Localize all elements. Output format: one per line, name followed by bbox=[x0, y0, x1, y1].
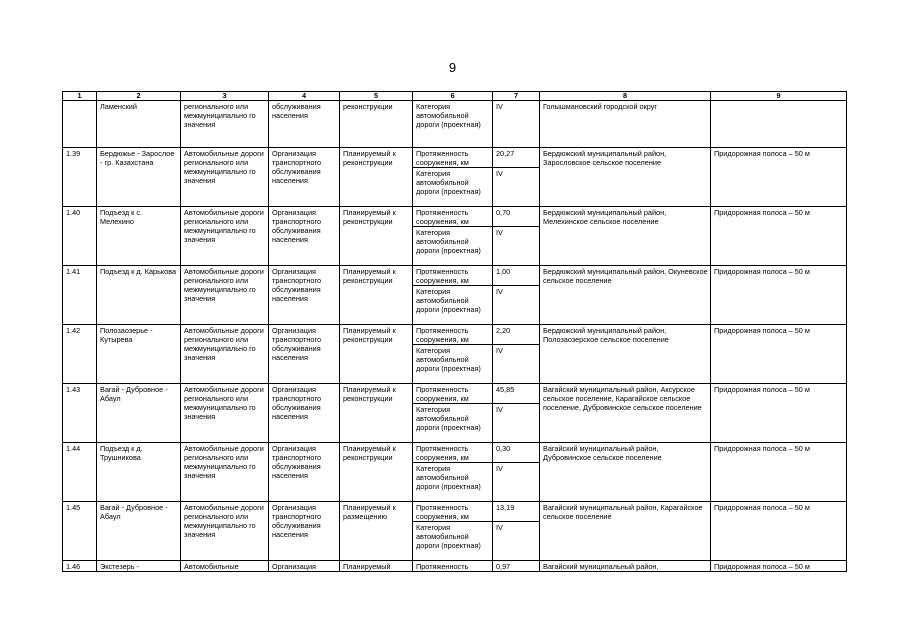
planning-table bbox=[62, 91, 847, 572]
row-number: 1.42 bbox=[63, 325, 97, 384]
value-category: IV bbox=[493, 168, 540, 207]
object-name: Полозаозерье - Кутырева bbox=[97, 325, 181, 384]
object-zone: Придорожная полоса – 50 м bbox=[711, 325, 847, 384]
param-length: Протяженность сооружения, км bbox=[413, 266, 493, 286]
object-name: Подъезд к д. Трушникова bbox=[97, 443, 181, 502]
param-length: Протяженность сооружения, км bbox=[413, 384, 493, 404]
header-col-6: 6 bbox=[413, 92, 493, 101]
cont-name: Ламенский bbox=[97, 101, 181, 148]
param-category: Категория автомобильной дороги (проектная) bbox=[413, 168, 493, 207]
param-category: Категория автомобильной дороги (проектная) bbox=[413, 522, 493, 561]
value-category: IV bbox=[493, 522, 540, 561]
object-type: Автомобильные дороги регионального или межмуниципально го значения bbox=[181, 266, 269, 325]
header-col-7: 7 bbox=[493, 92, 540, 101]
param-length: Протяженность сооружения, км bbox=[413, 325, 493, 345]
object-zone: Придорожная полоса – 50 м bbox=[711, 384, 847, 443]
param-length: Протяженность сооружения, км bbox=[413, 443, 493, 463]
object-purpose: Организация транспортного обслуживания населения bbox=[269, 148, 340, 207]
object-type: Автомобильные дороги регионального или межмуниципально го значения bbox=[181, 443, 269, 502]
header-col-2: 2 bbox=[97, 92, 181, 101]
header-col-3: 3 bbox=[181, 92, 269, 101]
object-type: Автомобильные дороги регионального или межмуниципально го значения bbox=[181, 207, 269, 266]
object-name: Подъезд к с. Мелехино bbox=[97, 207, 181, 266]
row-number: 1.39 bbox=[63, 148, 97, 207]
param-category: Категория автомобильной дороги (проектная) bbox=[413, 286, 493, 325]
row-number: 1.46 bbox=[63, 561, 97, 572]
header-col-8: 8 bbox=[540, 92, 711, 101]
value-category: IV bbox=[493, 404, 540, 443]
object-purpose: Организация транспортного обслуживания населения bbox=[269, 266, 340, 325]
header-col-1: 1 bbox=[63, 92, 97, 101]
value-length: 20,27 bbox=[493, 148, 540, 168]
object-location: Бердюжский муниципальный район, Мелехинское сельское поселение bbox=[540, 207, 711, 266]
object-location: Вагайский муниципальный район, Карагайское сельское поселение bbox=[540, 502, 711, 561]
param-length: Протяженность bbox=[413, 561, 493, 572]
table-row bbox=[63, 443, 847, 463]
object-location: Вагайский муниципальный район, Дубровинское сельское поселение bbox=[540, 443, 711, 502]
header-col-5: 5 bbox=[340, 92, 413, 101]
object-zone: Придорожная полоса – 50 м bbox=[711, 443, 847, 502]
object-purpose: Организация транспортного обслуживания населения bbox=[269, 325, 340, 384]
table-row-partial bbox=[63, 561, 847, 572]
cont-location: Голышмановский городской округ bbox=[540, 101, 711, 148]
object-name: Экстезерь - bbox=[97, 561, 181, 572]
object-location: Вагайский муниципальный район, bbox=[540, 561, 711, 572]
param-category: Категория автомобильной дороги (проектная) bbox=[413, 345, 493, 384]
table-row bbox=[63, 207, 847, 227]
value-length: 45,85 bbox=[493, 384, 540, 404]
continuation-row bbox=[63, 101, 847, 148]
row-number: 1.44 bbox=[63, 443, 97, 502]
value-length: 1,00 bbox=[493, 266, 540, 286]
header-col-4: 4 bbox=[269, 92, 340, 101]
object-name: Вагай - Дубровное - Абаул bbox=[97, 502, 181, 561]
value-length: 0,70 bbox=[493, 207, 540, 227]
cont-status: реконструкции bbox=[340, 101, 413, 148]
object-type: Автомобильные bbox=[181, 561, 269, 572]
object-status: Планируемый к реконструкции bbox=[340, 384, 413, 443]
object-status: Планируемый к реконструкции bbox=[340, 325, 413, 384]
object-status: Планируемый к размещению bbox=[340, 502, 413, 561]
table-row bbox=[63, 148, 847, 168]
object-name: Подъезд к д. Карькова bbox=[97, 266, 181, 325]
object-zone: Придорожная полоса – 50 м bbox=[711, 502, 847, 561]
value-length: 2,20 bbox=[493, 325, 540, 345]
value-length: 13,19 bbox=[493, 502, 540, 522]
table-row bbox=[63, 384, 847, 404]
object-location: Бердюжский муниципальный район, Полозаозерское сельское поселение bbox=[540, 325, 711, 384]
cont-num bbox=[63, 101, 97, 148]
object-type: Автомобильные дороги регионального или межмуниципально го значения bbox=[181, 502, 269, 561]
cont-param: Категория автомобильной дороги (проектная) bbox=[413, 101, 493, 148]
object-type: Автомобильные дороги регионального или межмуниципально го значения bbox=[181, 384, 269, 443]
object-status: Планируемый к реконструкции bbox=[340, 266, 413, 325]
value-category: IV bbox=[493, 345, 540, 384]
value-category: IV bbox=[493, 463, 540, 502]
object-location: Бердюжский муниципальный район, Зарословское сельское поселение bbox=[540, 148, 711, 207]
header-col-9: 9 bbox=[711, 92, 847, 101]
object-name: Бердюжье - Зарослое - гр. Казахстана bbox=[97, 148, 181, 207]
row-number: 1.43 bbox=[63, 384, 97, 443]
value-length: 0,30 bbox=[493, 443, 540, 463]
cont-type: регионального или межмуниципально го значения bbox=[181, 101, 269, 148]
table-row bbox=[63, 266, 847, 286]
object-status: Планируемый к реконструкции bbox=[340, 207, 413, 266]
object-purpose: Организация транспортного обслуживания населения bbox=[269, 384, 340, 443]
value-category: IV bbox=[493, 227, 540, 266]
header-row bbox=[63, 92, 847, 101]
object-zone: Придорожная полоса – 50 м bbox=[711, 266, 847, 325]
object-purpose: Организация транспортного обслуживания населения bbox=[269, 443, 340, 502]
param-length: Протяженность сооружения, км bbox=[413, 148, 493, 168]
page-number: 9 bbox=[448, 60, 457, 75]
object-status: Планируемый bbox=[340, 561, 413, 572]
row-number: 1.41 bbox=[63, 266, 97, 325]
cont-value: IV bbox=[493, 101, 540, 148]
object-zone: Придорожная полоса – 50 м bbox=[711, 148, 847, 207]
object-status: Планируемый к реконструкции bbox=[340, 148, 413, 207]
param-length: Протяженность сооружения, км bbox=[413, 207, 493, 227]
object-status: Планируемый к реконструкции bbox=[340, 443, 413, 502]
param-length: Протяженность сооружения, км bbox=[413, 502, 493, 522]
value-category: IV bbox=[493, 286, 540, 325]
row-number: 1.40 bbox=[63, 207, 97, 266]
cont-purpose: обслуживания населения bbox=[269, 101, 340, 148]
table-row bbox=[63, 502, 847, 522]
row-number: 1.45 bbox=[63, 502, 97, 561]
object-purpose: Организация транспортного обслуживания населения bbox=[269, 502, 340, 561]
object-purpose: Организация транспортного обслуживания населения bbox=[269, 207, 340, 266]
value-length: 0,97 bbox=[493, 561, 540, 572]
object-zone: Придорожная полоса – 50 м bbox=[711, 561, 847, 572]
object-zone: Придорожная полоса – 50 м bbox=[711, 207, 847, 266]
param-category: Категория автомобильной дороги (проектная) bbox=[413, 404, 493, 443]
object-purpose: Организация bbox=[269, 561, 340, 572]
cont-zone bbox=[711, 101, 847, 148]
object-location: Бердюжский муниципальный район, Окуневское сельское поселение bbox=[540, 266, 711, 325]
object-type: Автомобильные дороги регионального или межмуниципально го значения bbox=[181, 325, 269, 384]
object-location: Вагайский муниципальный район, Аксурское сельское поселение, Карагайское сельское поселение, Дубровинское сельское поселение bbox=[540, 384, 711, 443]
param-category: Категория автомобильной дороги (проектная) bbox=[413, 463, 493, 502]
object-type: Автомобильные дороги регионального или межмуниципально го значения bbox=[181, 148, 269, 207]
table-row bbox=[63, 325, 847, 345]
object-name: Вагай - Дубровное - Абаул bbox=[97, 384, 181, 443]
param-category: Категория автомобильной дороги (проектная) bbox=[413, 227, 493, 266]
